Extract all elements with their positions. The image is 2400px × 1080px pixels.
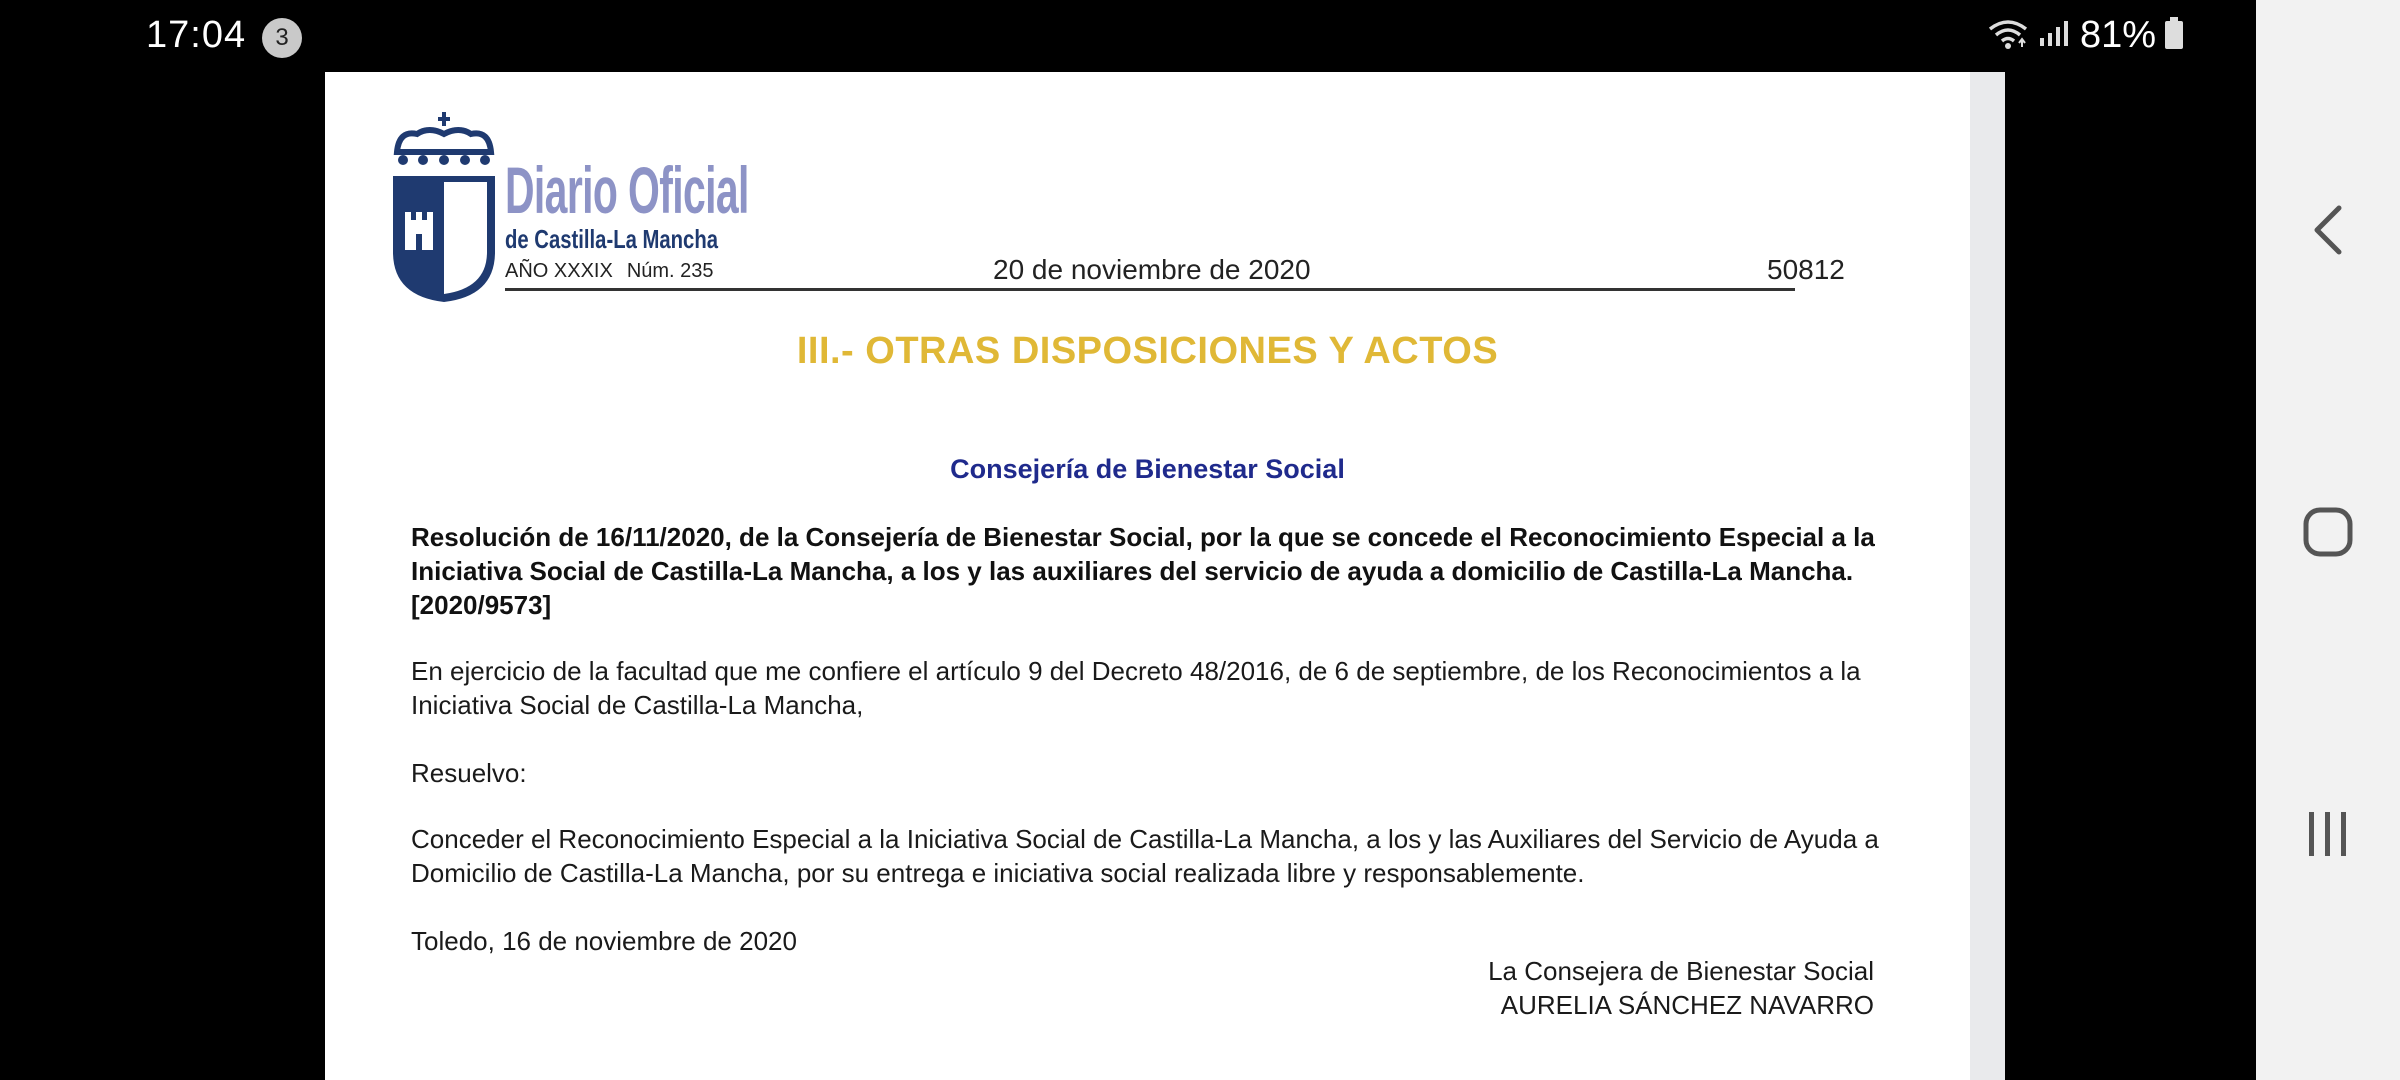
- navigation-bar: [2256, 0, 2400, 1080]
- home-icon: [2302, 506, 2354, 563]
- section-title: III.- OTRAS DISPOSICIONES Y ACTOS: [796, 330, 1499, 372]
- home-button[interactable]: [2256, 464, 2400, 604]
- ministry-heading: Consejería de Bienestar Social: [950, 454, 1345, 484]
- paragraph-decision: Conceder el Reconocimiento Especial a la Iniciativa Social de Castilla-La Mancha, a los y las Auxiliares del Servicio de Ayuda a Domicilio de Castilla-La Mancha, por su entrega e iniciativa social realizada libre y responsablemente.: [411, 824, 1879, 888]
- wifi-icon: [1986, 15, 2030, 56]
- header-divider: [505, 288, 1795, 291]
- place-and-date: Toledo, 16 de noviembre de 2020: [411, 926, 797, 956]
- notification-count-badge: 3: [262, 18, 302, 58]
- issue-year: AÑO XXXIX: [505, 260, 613, 282]
- publication-date: 20 de noviembre de 2020: [993, 254, 1311, 285]
- signer-name: AURELIA SÁNCHEZ NAVARRO: [1500, 990, 1874, 1020]
- masthead-subtitle: de Castilla-La Mancha: [505, 224, 719, 254]
- castilla-la-mancha-shield-logo: [389, 112, 499, 307]
- resolution-title: Resolución de 16/11/2020, de la Consejería de Bienestar Social, por la que se concede el Reconocimiento Especial a la Iniciativa Social de Castilla-La Mancha, a los y las auxiliares del servicio de ayuda a domicilio de Castilla-La Mancha. [2020/9573]: [411, 522, 1875, 620]
- issue-info: [505, 260, 728, 283]
- masthead-title: Diario Oficial: [505, 153, 749, 227]
- battery-percent: 81%: [2079, 14, 2156, 56]
- recents-icon: [2305, 808, 2351, 865]
- clock: 17:04: [146, 14, 247, 56]
- signer-role: La Consejera de Bienestar Social: [1488, 956, 1874, 986]
- signal-icon: [2038, 18, 2072, 53]
- signature-block: [1488, 954, 1874, 1022]
- back-button[interactable]: [2256, 162, 2400, 302]
- status-bar: [0, 0, 2256, 72]
- document-page: [325, 72, 1970, 1080]
- issue-number: Núm. 235: [626, 260, 714, 282]
- back-icon: [2311, 204, 2345, 261]
- battery-icon: [2164, 15, 2184, 56]
- status-indicators: [1986, 14, 2184, 57]
- paragraph-preamble: En ejercicio de la facultad que me confiere el artículo 9 del Decreto 48/2016, de 6 de septiembre, de los Reconocimientos a la Iniciativa Social de Castilla-La Mancha,: [411, 656, 1861, 720]
- document-scroll-area[interactable]: [1970, 72, 2005, 1080]
- paragraph-resuelvo: Resuelvo:: [411, 758, 527, 788]
- recents-button[interactable]: [2256, 766, 2400, 906]
- page-number: 50812: [1767, 254, 1845, 285]
